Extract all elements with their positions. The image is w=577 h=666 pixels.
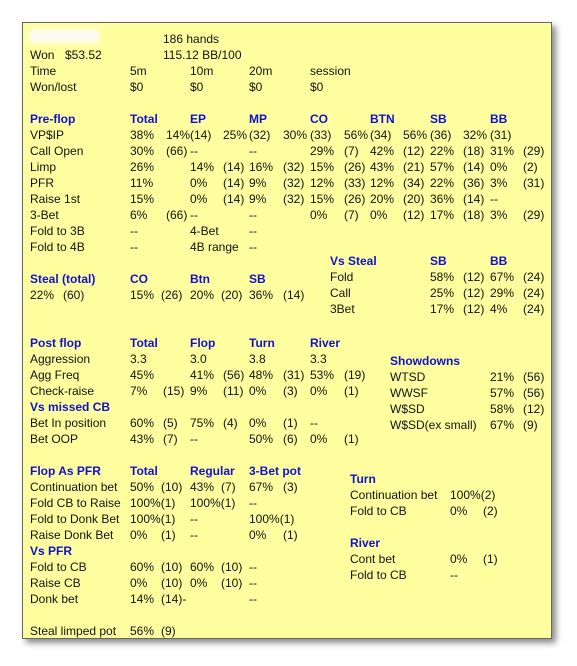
showdown-row-label: W$SD(ex small) xyxy=(390,418,477,432)
flop-pfr-cell: 67% xyxy=(249,480,274,494)
vs-pfr-cell: (10) xyxy=(161,560,183,574)
flop-pfr-cell: (1) xyxy=(283,528,298,542)
preflop-cell: (26) xyxy=(344,192,366,206)
vs-steal-cell: (24) xyxy=(523,270,545,284)
vs-pfr-cell: -- xyxy=(249,576,257,590)
postflop-row-label: Agg Freq xyxy=(30,368,80,382)
preflop-cell: (29) xyxy=(523,208,545,222)
vs-pfr-cell: (10) xyxy=(161,576,183,590)
preflop-col-bb: BB xyxy=(490,112,508,126)
flop-pfr-row-label: Fold to Donk Bet xyxy=(30,512,120,526)
preflop-row-label: Raise 1st xyxy=(30,192,81,206)
preflop-cell: 22% xyxy=(430,144,455,158)
preflop-cell: -- xyxy=(249,224,257,238)
preflop-cell: 4B range xyxy=(190,240,239,254)
postflop-cell: 3.8 xyxy=(249,352,266,366)
preflop-col-sb: SB xyxy=(430,112,447,126)
showdown-count: (9) xyxy=(523,418,538,432)
preflop-cell: 17% xyxy=(430,208,455,222)
won-label: Won xyxy=(30,48,55,62)
vs-steal-cell: (12) xyxy=(463,302,485,316)
postflop-cell: (3) xyxy=(283,384,298,398)
preflop-cell: 15% xyxy=(130,192,155,206)
river-value: 0% xyxy=(450,552,468,566)
preflop-cell: 3% xyxy=(490,208,508,222)
preflop-cell: 0% xyxy=(370,208,388,222)
preflop-cell: (14) xyxy=(223,192,245,206)
flop-pfr-cell: (10) xyxy=(161,480,183,494)
postflop-cell: 3.0 xyxy=(190,352,207,366)
preflop-cell: 30% xyxy=(283,128,308,142)
showdown-value: 57% xyxy=(490,386,515,400)
preflop-col-total: Total xyxy=(130,112,158,126)
preflop-cell: -- xyxy=(130,240,138,254)
missed-cb-row-label: Bet OOP xyxy=(30,432,79,446)
vs-steal-cell: (12) xyxy=(463,286,485,300)
postflop-cell: 41% xyxy=(190,368,215,382)
preflop-cell: 0% xyxy=(190,176,208,190)
preflop-cell: 16% xyxy=(249,160,274,174)
preflop-col-btn: BTN xyxy=(370,112,395,126)
preflop-cell: 20% xyxy=(370,192,395,206)
flop-pfr-cell: (1) xyxy=(161,528,176,542)
preflop-cell: (66) xyxy=(166,144,188,158)
missed-cb-row-label: Bet In position xyxy=(30,416,107,430)
postflop-cell: 3.3 xyxy=(130,352,147,366)
postflop-cell: (19) xyxy=(344,368,366,382)
steal-cell: (14) xyxy=(283,288,305,302)
preflop-cell: (66) xyxy=(166,208,188,222)
vs-steal-row-label: 3Bet xyxy=(330,302,355,316)
time-label: Time xyxy=(30,64,57,78)
steal-limped-count: (9) xyxy=(161,624,176,638)
postflop-cell: (56) xyxy=(223,368,245,382)
preflop-cell: -- xyxy=(490,192,498,206)
postflop-cell: 0% xyxy=(310,384,328,398)
postflop-cell: 0% xyxy=(249,384,267,398)
postflop-col-river: River xyxy=(310,336,341,350)
postflop-cell: (15) xyxy=(163,384,185,398)
stats-panel xyxy=(22,22,552,639)
preflop-cell: -- xyxy=(249,144,257,158)
vs-pfr-cell: 60% xyxy=(190,560,215,574)
postflop-cell: 53% xyxy=(310,368,335,382)
preflop-cell: (14) xyxy=(223,176,245,190)
vs-steal-cell: (12) xyxy=(463,270,485,284)
preflop-cell: 12% xyxy=(370,176,395,190)
preflop-cell: (36) xyxy=(463,176,485,190)
preflop-cell: (12) xyxy=(403,144,425,158)
missed-cb-cell: 0% xyxy=(310,432,328,446)
vs-pfr-row-label: Donk bet xyxy=(30,592,79,606)
showdowns-header: Showdowns xyxy=(390,354,460,368)
missed-cb-cell: (1) xyxy=(344,432,359,446)
preflop-cell: -- xyxy=(190,208,198,222)
preflop-row-label: VP$IP xyxy=(30,128,65,142)
flop-pfr-col-regular: Regular xyxy=(190,464,235,478)
preflop-cell: (34) xyxy=(403,176,425,190)
missed-cb-cell: 50% xyxy=(249,432,274,446)
vs-steal-cell: 4% xyxy=(490,302,508,316)
preflop-row-label: Limp xyxy=(30,160,57,174)
postflop-col-flop: Flop xyxy=(190,336,216,350)
preflop-cell: (36) xyxy=(430,128,452,142)
steal-cell: (20) xyxy=(221,288,243,302)
preflop-cell: 15% xyxy=(310,160,335,174)
preflop-cell: (31) xyxy=(490,128,512,142)
postflop-cell: 45% xyxy=(130,368,155,382)
preflop-cell: (32) xyxy=(283,160,305,174)
preflop-cell: (32) xyxy=(283,176,305,190)
vs-steal-header: Vs Steal xyxy=(330,254,377,268)
preflop-cell: 32% xyxy=(463,128,488,142)
preflop-cell: 11% xyxy=(130,176,154,190)
flop-pfr-cell: -- xyxy=(190,512,198,526)
showdown-row-label: WTSD xyxy=(390,370,426,384)
flop-pfr-cell: 100%(1) xyxy=(190,496,236,510)
postflop-cell: 7% xyxy=(130,384,148,398)
preflop-cell: 38% xyxy=(130,128,155,142)
flop-pfr-row-label: Continuation bet xyxy=(30,480,118,494)
steal-cell: 20% xyxy=(190,288,215,302)
postflop-header: Post flop xyxy=(30,336,82,350)
postflop-cell: (31) xyxy=(283,368,305,382)
preflop-cell: (7) xyxy=(344,208,359,222)
preflop-cell: 0% xyxy=(490,160,508,174)
vs-pfr-cell: (10) xyxy=(221,560,243,574)
turn-header: Turn xyxy=(350,472,376,486)
preflop-cell: 43% xyxy=(370,160,395,174)
preflop-cell: 6% xyxy=(130,208,148,222)
turn-value: 0% xyxy=(450,504,468,518)
steal-cell: 36% xyxy=(249,288,274,302)
steal-limped-label: Steal limped pot xyxy=(30,624,117,638)
vs-steal-col-bb: BB xyxy=(490,254,508,268)
preflop-cell: 56% xyxy=(344,128,369,142)
missed-cb-cell: (4) xyxy=(223,416,238,430)
flop-pfr-cell: (7) xyxy=(221,480,236,494)
vs-pfr-header: Vs PFR xyxy=(30,544,73,558)
flop-pfr-cell: 100%(1) xyxy=(130,512,176,526)
river-header: River xyxy=(350,536,381,550)
preflop-cell: (7) xyxy=(344,144,359,158)
postflop-cell: 3.3 xyxy=(310,352,327,366)
river-row-label: Fold to CB xyxy=(350,568,407,582)
vs-steal-col-sb: SB xyxy=(430,254,447,268)
period-10m: 10m xyxy=(190,64,214,78)
showdown-row-label: WWSF xyxy=(390,386,428,400)
missed-cb-cell: 0% xyxy=(249,416,267,430)
preflop-cell: 9% xyxy=(249,192,267,206)
vs-pfr-cell: 14% xyxy=(130,592,155,606)
missed-cb-cell: 43% xyxy=(130,432,155,446)
turn-row-label: Continuation bet xyxy=(350,488,438,502)
vs-steal-row-label: Fold xyxy=(330,270,354,284)
flop-pfr-row-label: Raise Donk Bet xyxy=(30,528,114,542)
preflop-cell: 31% xyxy=(490,144,515,158)
preflop-row-label: 3-Bet xyxy=(30,208,59,222)
wonlost-value: $0 xyxy=(249,80,263,94)
preflop-row-label: Fold to 4B xyxy=(30,240,85,254)
preflop-row-label: PFR xyxy=(30,176,54,190)
wonlost-value: $0 xyxy=(130,80,144,94)
missed-cb-cell: (7) xyxy=(163,432,178,446)
steal-total-count: (60) xyxy=(63,288,85,302)
vs-pfr-cell: 0% xyxy=(130,576,148,590)
flop-pfr-cell: (3) xyxy=(283,480,298,494)
period-5m: 5m xyxy=(130,64,147,78)
flop-pfr-col-total: Total xyxy=(130,464,158,478)
flop-pfr-cell: 100%(1) xyxy=(130,496,176,510)
preflop-cell: 4-Bet xyxy=(190,224,219,238)
preflop-cell: 15% xyxy=(310,192,335,206)
preflop-cell: 30% xyxy=(130,144,155,158)
postflop-cell: 48% xyxy=(249,368,274,382)
postflop-row-label: Check-raise xyxy=(30,384,95,398)
preflop-cell: (2) xyxy=(523,160,538,174)
flop-as-pfr-header: Flop As PFR xyxy=(30,464,101,478)
flop-pfr-col-3-bet-pot: 3-Bet pot xyxy=(249,464,301,478)
vs-pfr-cell: (10) xyxy=(221,576,243,590)
missed-cb-cell: (6) xyxy=(283,432,298,446)
vs-steal-cell: 17% xyxy=(430,302,455,316)
preflop-cell: 12% xyxy=(310,176,335,190)
missed-cb-cell: 60% xyxy=(130,416,155,430)
steal-header: Steal (total) xyxy=(30,272,96,286)
preflop-cell: 0% xyxy=(310,208,328,222)
preflop-cell: (18) xyxy=(463,208,485,222)
preflop-cell: (26) xyxy=(344,160,366,174)
hands-count: 186 hands xyxy=(163,32,220,46)
preflop-cell: 36% xyxy=(430,192,455,206)
vs-pfr-row-label: Fold to CB xyxy=(30,560,87,574)
vs-steal-row-label: Call xyxy=(330,286,351,300)
preflop-cell: 29% xyxy=(310,144,335,158)
steal-cell: 15% xyxy=(130,288,155,302)
preflop-cell: 14% xyxy=(166,128,191,142)
preflop-cell: (14) xyxy=(463,160,485,174)
preflop-cell: 56% xyxy=(403,128,428,142)
bb-per-100: 115.12 BB/100 xyxy=(163,48,242,62)
preflop-header: Pre-flop xyxy=(30,112,76,126)
missed-cb-cell: (1) xyxy=(283,416,298,430)
preflop-cell: (34) xyxy=(370,128,392,142)
preflop-cell: (14) xyxy=(190,128,212,142)
vs-pfr-cell: -- xyxy=(249,560,257,574)
vs-pfr-cell: 0% xyxy=(190,576,208,590)
missed-cb-cell: 75% xyxy=(190,416,215,430)
preflop-cell: 3% xyxy=(490,176,508,190)
preflop-cell: 9% xyxy=(249,176,267,190)
flop-pfr-cell: -- xyxy=(190,528,198,542)
preflop-row-label: Fold to 3B xyxy=(30,224,85,238)
showdown-count: (56) xyxy=(523,386,545,400)
preflop-cell: (21) xyxy=(403,160,425,174)
preflop-cell: 14% xyxy=(190,160,215,174)
river-row-label: Cont bet xyxy=(350,552,396,566)
preflop-col-ep: EP xyxy=(190,112,207,126)
steal-cell: (26) xyxy=(161,288,183,302)
showdown-value: 67% xyxy=(490,418,515,432)
turn-value: 100%(2) xyxy=(450,488,496,502)
showdown-value: 58% xyxy=(490,402,515,416)
flop-pfr-cell: 0% xyxy=(130,528,148,542)
preflop-cell: (14) xyxy=(463,192,485,206)
preflop-cell: 42% xyxy=(370,144,395,158)
flop-pfr-cell: -- xyxy=(249,496,257,510)
preflop-col-mp: MP xyxy=(249,112,267,126)
steal-total-value: 22% xyxy=(30,288,55,302)
preflop-row-label: Call Open xyxy=(30,144,84,158)
preflop-cell: (20) xyxy=(403,192,425,206)
wonlost-value: $0 xyxy=(310,80,324,94)
river-count: (1) xyxy=(483,552,498,566)
flop-pfr-cell: 100%(1) xyxy=(249,512,295,526)
vs-steal-cell: 67% xyxy=(490,270,515,284)
showdown-row-label: W$SD xyxy=(390,402,425,416)
preflop-cell: (12) xyxy=(403,208,425,222)
missed-cb-cell: -- xyxy=(190,432,198,446)
vs-pfr-cell: 60% xyxy=(130,560,155,574)
preflop-cell: 57% xyxy=(430,160,455,174)
vs-pfr-cell: (14)- xyxy=(161,592,187,606)
player-name-redacted xyxy=(29,29,99,43)
postflop-row-label: Aggression xyxy=(30,352,91,366)
preflop-cell: (18) xyxy=(463,144,485,158)
turn-row-label: Fold to CB xyxy=(350,504,407,518)
preflop-cell: -- xyxy=(190,144,198,158)
vs-pfr-cell: -- xyxy=(249,592,257,606)
preflop-cell: (32) xyxy=(249,128,271,142)
period-20m: 20m xyxy=(249,64,273,78)
vs-steal-cell: 25% xyxy=(430,286,455,300)
river-value: -- xyxy=(450,568,458,582)
vs-pfr-row-label: Raise CB xyxy=(30,576,81,590)
flop-pfr-cell: 0% xyxy=(249,528,267,542)
postflop-cell: 9% xyxy=(190,384,208,398)
preflop-cell: -- xyxy=(249,240,257,254)
preflop-cell: 0% xyxy=(190,192,208,206)
won-value: $53.52 xyxy=(65,48,102,62)
preflop-cell: (32) xyxy=(283,192,305,206)
period-session: session xyxy=(310,64,351,78)
postflop-col-total: Total xyxy=(130,336,158,350)
missed-cb-cell: (5) xyxy=(163,416,178,430)
vs-steal-cell: (24) xyxy=(523,286,545,300)
flop-pfr-cell: 50% xyxy=(130,480,155,494)
preflop-cell: (31) xyxy=(523,176,545,190)
showdown-count: (12) xyxy=(523,402,545,416)
turn-count: (2) xyxy=(483,504,498,518)
flop-pfr-cell: 43% xyxy=(190,480,215,494)
preflop-col-co: CO xyxy=(310,112,328,126)
steal-col-btn: Btn xyxy=(190,272,210,286)
vs-steal-cell: (24) xyxy=(523,302,545,316)
wonlost-label: Won/lost xyxy=(30,80,77,94)
preflop-cell: (33) xyxy=(344,176,366,190)
vs-steal-cell: 29% xyxy=(490,286,515,300)
steal-limped-value: 56% xyxy=(130,624,155,638)
wonlost-value: $0 xyxy=(190,80,204,94)
postflop-col-turn: Turn xyxy=(249,336,275,350)
preflop-cell: (33) xyxy=(310,128,332,142)
vs-steal-cell: 58% xyxy=(430,270,455,284)
showdown-count: (56) xyxy=(523,370,545,384)
preflop-cell: -- xyxy=(130,224,138,238)
preflop-cell: -- xyxy=(249,208,257,222)
vs-missed-cb-header: Vs missed CB xyxy=(30,400,111,414)
preflop-cell: (29) xyxy=(523,144,545,158)
preflop-cell: 26% xyxy=(130,160,155,174)
postflop-cell: (11) xyxy=(223,384,244,398)
preflop-cell: (14) xyxy=(223,160,245,174)
showdown-value: 21% xyxy=(490,370,515,384)
preflop-cell: 25% xyxy=(223,128,248,142)
flop-pfr-row-label: Fold CB to Raise xyxy=(30,496,121,510)
steal-col-sb: SB xyxy=(249,272,266,286)
missed-cb-cell: -- xyxy=(310,416,318,430)
preflop-cell: 22% xyxy=(430,176,455,190)
postflop-cell: (1) xyxy=(344,384,359,398)
steal-col-co: CO xyxy=(130,272,148,286)
